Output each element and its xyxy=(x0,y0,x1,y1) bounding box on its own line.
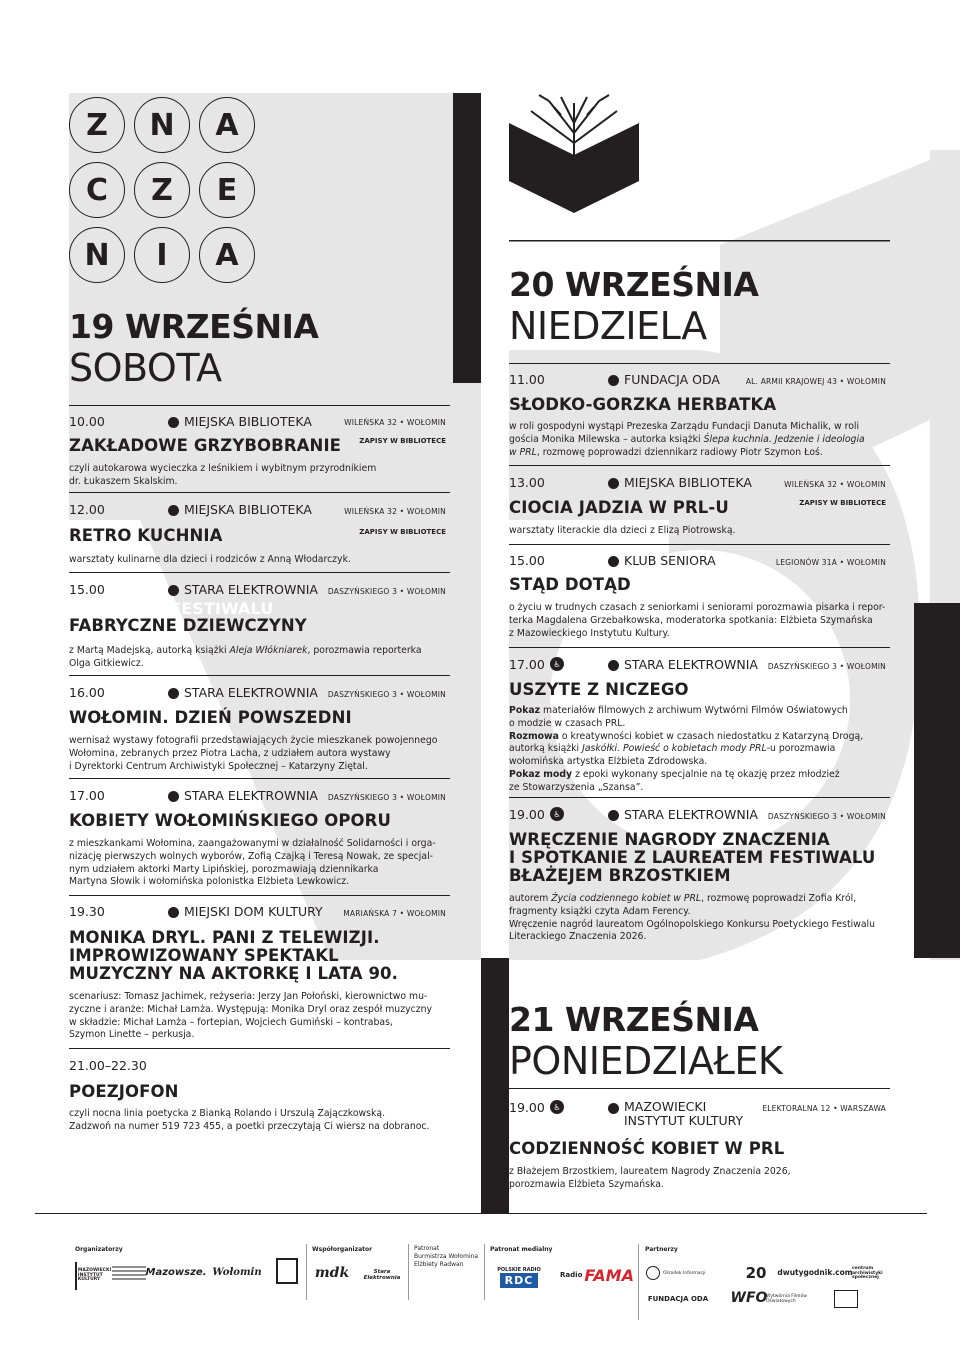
venue-dot-icon xyxy=(608,478,619,489)
event-address: WILEŃSKA 32 • WOŁOMIN xyxy=(344,507,446,516)
rdc-logo: POLSKIE RADIO RDC xyxy=(497,1266,541,1287)
wfo-logo: WFO xyxy=(730,1290,768,1306)
mazowsze-logo: Mazowsze. xyxy=(145,1266,207,1278)
event-venue: STARA ELEKTROWNIA xyxy=(624,807,758,822)
venue-dot-icon xyxy=(608,375,619,386)
event-time: 15.00 xyxy=(69,582,105,597)
event-title: KOBIETY WOŁOMIŃSKIEGO OPORU xyxy=(69,811,391,830)
event-address: AL. ARMII KRAJOWEJ 43 • WOŁOMIN xyxy=(745,377,886,386)
venue-dot-icon xyxy=(168,585,179,596)
divider xyxy=(484,1244,485,1300)
venue-dot-icon xyxy=(168,417,179,428)
radio-fama-logo: Radio FAMA xyxy=(560,1265,634,1285)
event-address: DASZYŃSKIEGO 3 • WOŁOMIN xyxy=(327,587,446,596)
event-description: wernisaż wystawy fotografii przedstawiających życie mieszkanek powojennego Wołomina, zebranych przez Piotra Lacha, z udziałem autora wystawy i Dyrektorki Centrum Archiwistyki Społecznej – Katarzyny Ziętal. xyxy=(69,735,438,772)
event-time: 13.00 xyxy=(509,475,545,490)
logo-letter: Z xyxy=(134,162,190,218)
event-title: CIOCIA JADZIA W PRL-U xyxy=(509,498,729,517)
accessibility-icon: ♿ xyxy=(550,657,564,671)
logo-letter: N xyxy=(69,227,125,283)
event-note: ZAPISY W BIBLIOTECE xyxy=(359,528,446,536)
event-title: STĄD DOTĄD xyxy=(509,575,631,594)
event-venue: STARA ELEKTROWNIA xyxy=(184,788,318,803)
venue-dot-icon xyxy=(608,810,619,821)
event-description: warsztaty literackie dla dzieci z Elizą Piotrowską. xyxy=(509,525,736,536)
event-title: FABRYCZNE DZIEWCZYNY xyxy=(69,616,307,635)
event-venue: MAZOWIECKI INSTYTUT KULTURY xyxy=(624,1099,744,1128)
venue-dot-icon xyxy=(608,660,619,671)
event-venue: STARA ELEKTROWNIA xyxy=(184,685,318,700)
event-description: scenariusz: Tomasz Jachimek, reżyseria: Jerzy Jan Połoński, kierownictwo mu- zyczne i aranże: Michał Lamża. Występują: Monika Dryl oraz zespół muzyczny w składzie: Michał Lamża – fortepian, Wojciech Gumiński – kontrabas, Szymon Linette – perkusja. xyxy=(69,991,432,1041)
event-venue: FUNDACJA ODA xyxy=(624,372,720,387)
event-item xyxy=(69,778,450,893)
event-title: RETRO KUCHNIA xyxy=(69,526,223,545)
divider xyxy=(306,1244,307,1300)
wolomin-logo: Wołomin xyxy=(212,1266,262,1278)
logo-letter: C xyxy=(69,162,125,218)
day3-weekday: PONIEDZIAŁEK xyxy=(509,1039,783,1083)
event-venue: MIEJSKA BIBLIOTEKA xyxy=(624,475,752,490)
event-item xyxy=(69,492,450,570)
event-item xyxy=(69,572,450,672)
event-item xyxy=(69,1048,450,1138)
event-item xyxy=(509,797,890,947)
event-description: autorem Życia codziennego kobiet w PRL, rozmowę poprowadzi Zofia Król, fragmenty książki czyta Adam Ferency. Wręczenie nagród laureatom Ogólnopolskiego Konkursu Poetyckiego Festiwalu Literackiego Znaczenia 2026. xyxy=(509,893,875,943)
partners-label: Partnerzy xyxy=(645,1246,678,1253)
osrodek-logo: Ośrodek Informacji xyxy=(646,1262,718,1284)
venue-dot-icon xyxy=(168,688,179,699)
event-item xyxy=(69,405,450,490)
day1-date: 19 WRZEŚNIA xyxy=(69,307,319,346)
accessibility-icon: ♿ xyxy=(550,807,564,821)
event-time: 17.00 xyxy=(69,788,105,803)
venue-dot-icon xyxy=(168,907,179,918)
event-address: DASZYŃSKIEGO 3 • WOŁOMIN xyxy=(767,812,886,821)
event-note: ZAPISY W BIBLIOTECE xyxy=(799,499,886,507)
wfo-text: Wytwórnia Filmów Oświatowych xyxy=(766,1294,807,1304)
event-time: 17.00 xyxy=(509,657,545,672)
event-item xyxy=(509,544,890,644)
event-description: w roli gospodyni wystąpi Prezeska Zarządu Fundacji Danuta Michalik, w roli gościa Monika Milewska – autorka książki Ślepa kuchnia. Jedzenie i ideologia w PRL, rozmowę poprowadzi dziennikarz radiowy Piotr Szymon Łoś. xyxy=(509,421,865,458)
event-time: 10.00 xyxy=(69,414,105,429)
event-time: 19.00 xyxy=(509,1100,545,1115)
logo-letter: N xyxy=(134,97,190,153)
event-description: z Błażejem Brzostkiem, laureatem Nagrody Znaczenia 2026, porozmawia Elżbieta Szymańska. xyxy=(509,1166,791,1190)
event-address: DASZYŃSKIEGO 3 • WOŁOMIN xyxy=(327,793,446,802)
mik-logo: MAZOWIECKI INSTYTUT KULTURY xyxy=(75,1262,110,1290)
coorganizer-label: Współorganizator xyxy=(312,1246,373,1253)
event-title: USZYTE Z NICZEGO xyxy=(509,680,689,699)
event-time: 15.00 xyxy=(509,553,545,568)
event-title: CODZIENNOŚĆ KOBIET W PRL xyxy=(509,1139,785,1158)
event-address: DASZYŃSKIEGO 3 • WOŁOMIN xyxy=(767,662,886,671)
event-venue: STARA ELEKTROWNIA xyxy=(624,657,758,672)
event-address: ELEKTORALNA 12 • WARSZAWA xyxy=(762,1104,886,1113)
event-item xyxy=(69,675,450,775)
event-address: WILEŃSKA 32 • WOŁOMIN xyxy=(784,480,886,489)
day1-weekday: SOBOTA xyxy=(69,346,222,390)
event-title: MONIKA DRYL. PANI Z TELEWIZJI. IMPROWIZOWANY SPEKTAKL MUZYCZNY NA AKTORKĘ I LATA 90. xyxy=(69,928,398,983)
stara-elektrownia-logo: Stara Elektrownia xyxy=(363,1268,401,1281)
event-time: 12.00 xyxy=(69,502,105,517)
patronage-label: Patronat Burmistrza Wołomina Elżbiety Radwan xyxy=(414,1245,479,1268)
media-label: Patronat medialny xyxy=(490,1246,553,1253)
organizers-label: Organizatorzy xyxy=(75,1246,123,1253)
logo-letter: E xyxy=(199,162,255,218)
event-item xyxy=(509,465,890,545)
logo-letter: A xyxy=(199,97,255,153)
event-title: WRĘCZENIE NAGRODY ZNACZENIA I SPOTKANIE Z LAUREATEM FESTIWALU BŁAŻEJEM BRZOSTKIEM xyxy=(509,830,876,885)
venue-dot-icon xyxy=(168,791,179,802)
event-title: POEZJOFON xyxy=(69,1082,179,1101)
dwutygodnik-logo: dwutygodnik.com xyxy=(777,1267,853,1277)
event-venue: MIEJSKA BIBLIOTEKA xyxy=(184,414,312,429)
event-title: SŁODKO-GORZKA HERBATKA xyxy=(509,395,777,414)
event-address: LEGIONÓW 31A • WOŁOMIN xyxy=(775,558,886,567)
event-description: Pokaz materiałów filmowych z archiwum Wytwórni Filmów Oświatowych o modzie w czasach PRL. Rozmowa o kreatywności kobiet w czasach niedostatku z Katarzyną Drogą, autorką książki Jaskółki. Powieść o kobietach mody PRL-u porozmawia wołomińska artystka Elżbieta Zdrodowska. Pokaz mody z epoki wykonany specjalnie na tę okazję przez młodzież ze Stowarzyszenia „Szansa”. xyxy=(509,705,864,793)
museum-logo xyxy=(834,1290,858,1308)
event-time: 19.30 xyxy=(69,904,105,919)
day2-date: 20 WRZEŚNIA xyxy=(509,265,759,304)
event-item xyxy=(509,363,890,463)
osh-logo: 20 xyxy=(745,1264,767,1282)
venue-dot-icon xyxy=(608,1103,619,1114)
event-title: WOŁOMIN. DZIEŃ POWSZEDNI xyxy=(69,708,352,727)
event-venue: STARA ELEKTROWNIA xyxy=(184,582,318,597)
event-address: MARIAŃSKA 7 • WOŁOMIN xyxy=(343,909,446,918)
centrum-logo: centrum archiwistyki społecznej xyxy=(852,1265,883,1281)
logo-letter: Z xyxy=(69,97,125,153)
event-venue: MIEJSKA BIBLIOTEKA xyxy=(184,502,312,517)
event-note: ZAPISY W BIBLIOTECE xyxy=(359,437,446,445)
logo-letter: I xyxy=(134,227,190,283)
venue-dot-icon xyxy=(608,556,619,567)
event-description: warsztaty kulinarne dla dzieci i rodziców z Anną Włodarczyk. xyxy=(69,554,351,565)
event-time: 19.00 xyxy=(509,807,545,822)
event-time: 21.00–22.30 xyxy=(69,1058,147,1073)
event-description: z mieszkankami Wołomina, zaangażowanymi w działalność Solidarności i orga- nizację pierwszych wolnych wyborów, Zofią Czajką i Teresą Nowak, ze specjal- nym udziałem aktorki Marty Lipińskiej, porozmawiają dziennikarka Martyna Słowik i wołomińska polonistka Elżbieta Lewkowicz. xyxy=(69,838,436,888)
divider xyxy=(638,1244,639,1320)
event-item xyxy=(69,895,450,1045)
mbp-logo xyxy=(276,1258,298,1284)
day3-date: 21 WRZEŚNIA xyxy=(509,1000,759,1039)
event-item xyxy=(509,1088,890,1198)
divider xyxy=(408,1244,409,1300)
event-time: 11.00 xyxy=(509,372,545,387)
event-address: WILEŃSKA 32 • WOŁOMIN xyxy=(344,418,446,427)
event-description: czyli autokarowa wycieczka z leśnikiem i wybitnym przyrodnikiem dr. Łukaszem Skalskim. xyxy=(69,463,377,487)
event-address: DASZYŃSKIEGO 3 • WOŁOMIN xyxy=(327,690,446,699)
book-tree-icon xyxy=(509,93,639,215)
event-description: czyli nocna linia poetycka z Bianką Rolando i Urszulą Zajączkowską. Zadzwoń na numer 519 723 455, a poetki przeczytają Ci wiersz na dobranoc. xyxy=(69,1108,430,1132)
event-title: ZAKŁADOWE GRZYBOBRANIE xyxy=(69,436,342,455)
event-description: o życiu w trudnych czasach z seniorkami i seniorami porozmawia pisarka i repor- terka Magdalena Grzebałkowska, moderatorka spotkania: Elżbieta Szymańska z Mazowieckiego Instytutu Kultury. xyxy=(509,602,886,639)
event-time: 16.00 xyxy=(69,685,105,700)
event-pretitle: OTWARCIE FESTIWALU xyxy=(69,599,274,618)
logo-letter: A xyxy=(199,227,255,283)
accessibility-icon: ♿ xyxy=(550,1100,564,1114)
event-item xyxy=(509,647,890,795)
day2-weekday: NIEDZIELA xyxy=(509,304,707,348)
event-venue: KLUB SENIORA xyxy=(624,553,716,568)
ministry-logo xyxy=(112,1266,146,1282)
event-description: z Martą Madejską, autorką książki Aleja Włókniarek, porozmawia reporterka Olga Gitkiewicz. xyxy=(69,645,422,669)
fundacja-oda-logo: FUNDACJA ODA xyxy=(647,1295,709,1303)
venue-dot-icon xyxy=(168,505,179,516)
event-venue: MIEJSKI DOM KULTURY xyxy=(184,904,323,919)
mdk-logo: mdk xyxy=(314,1265,350,1281)
